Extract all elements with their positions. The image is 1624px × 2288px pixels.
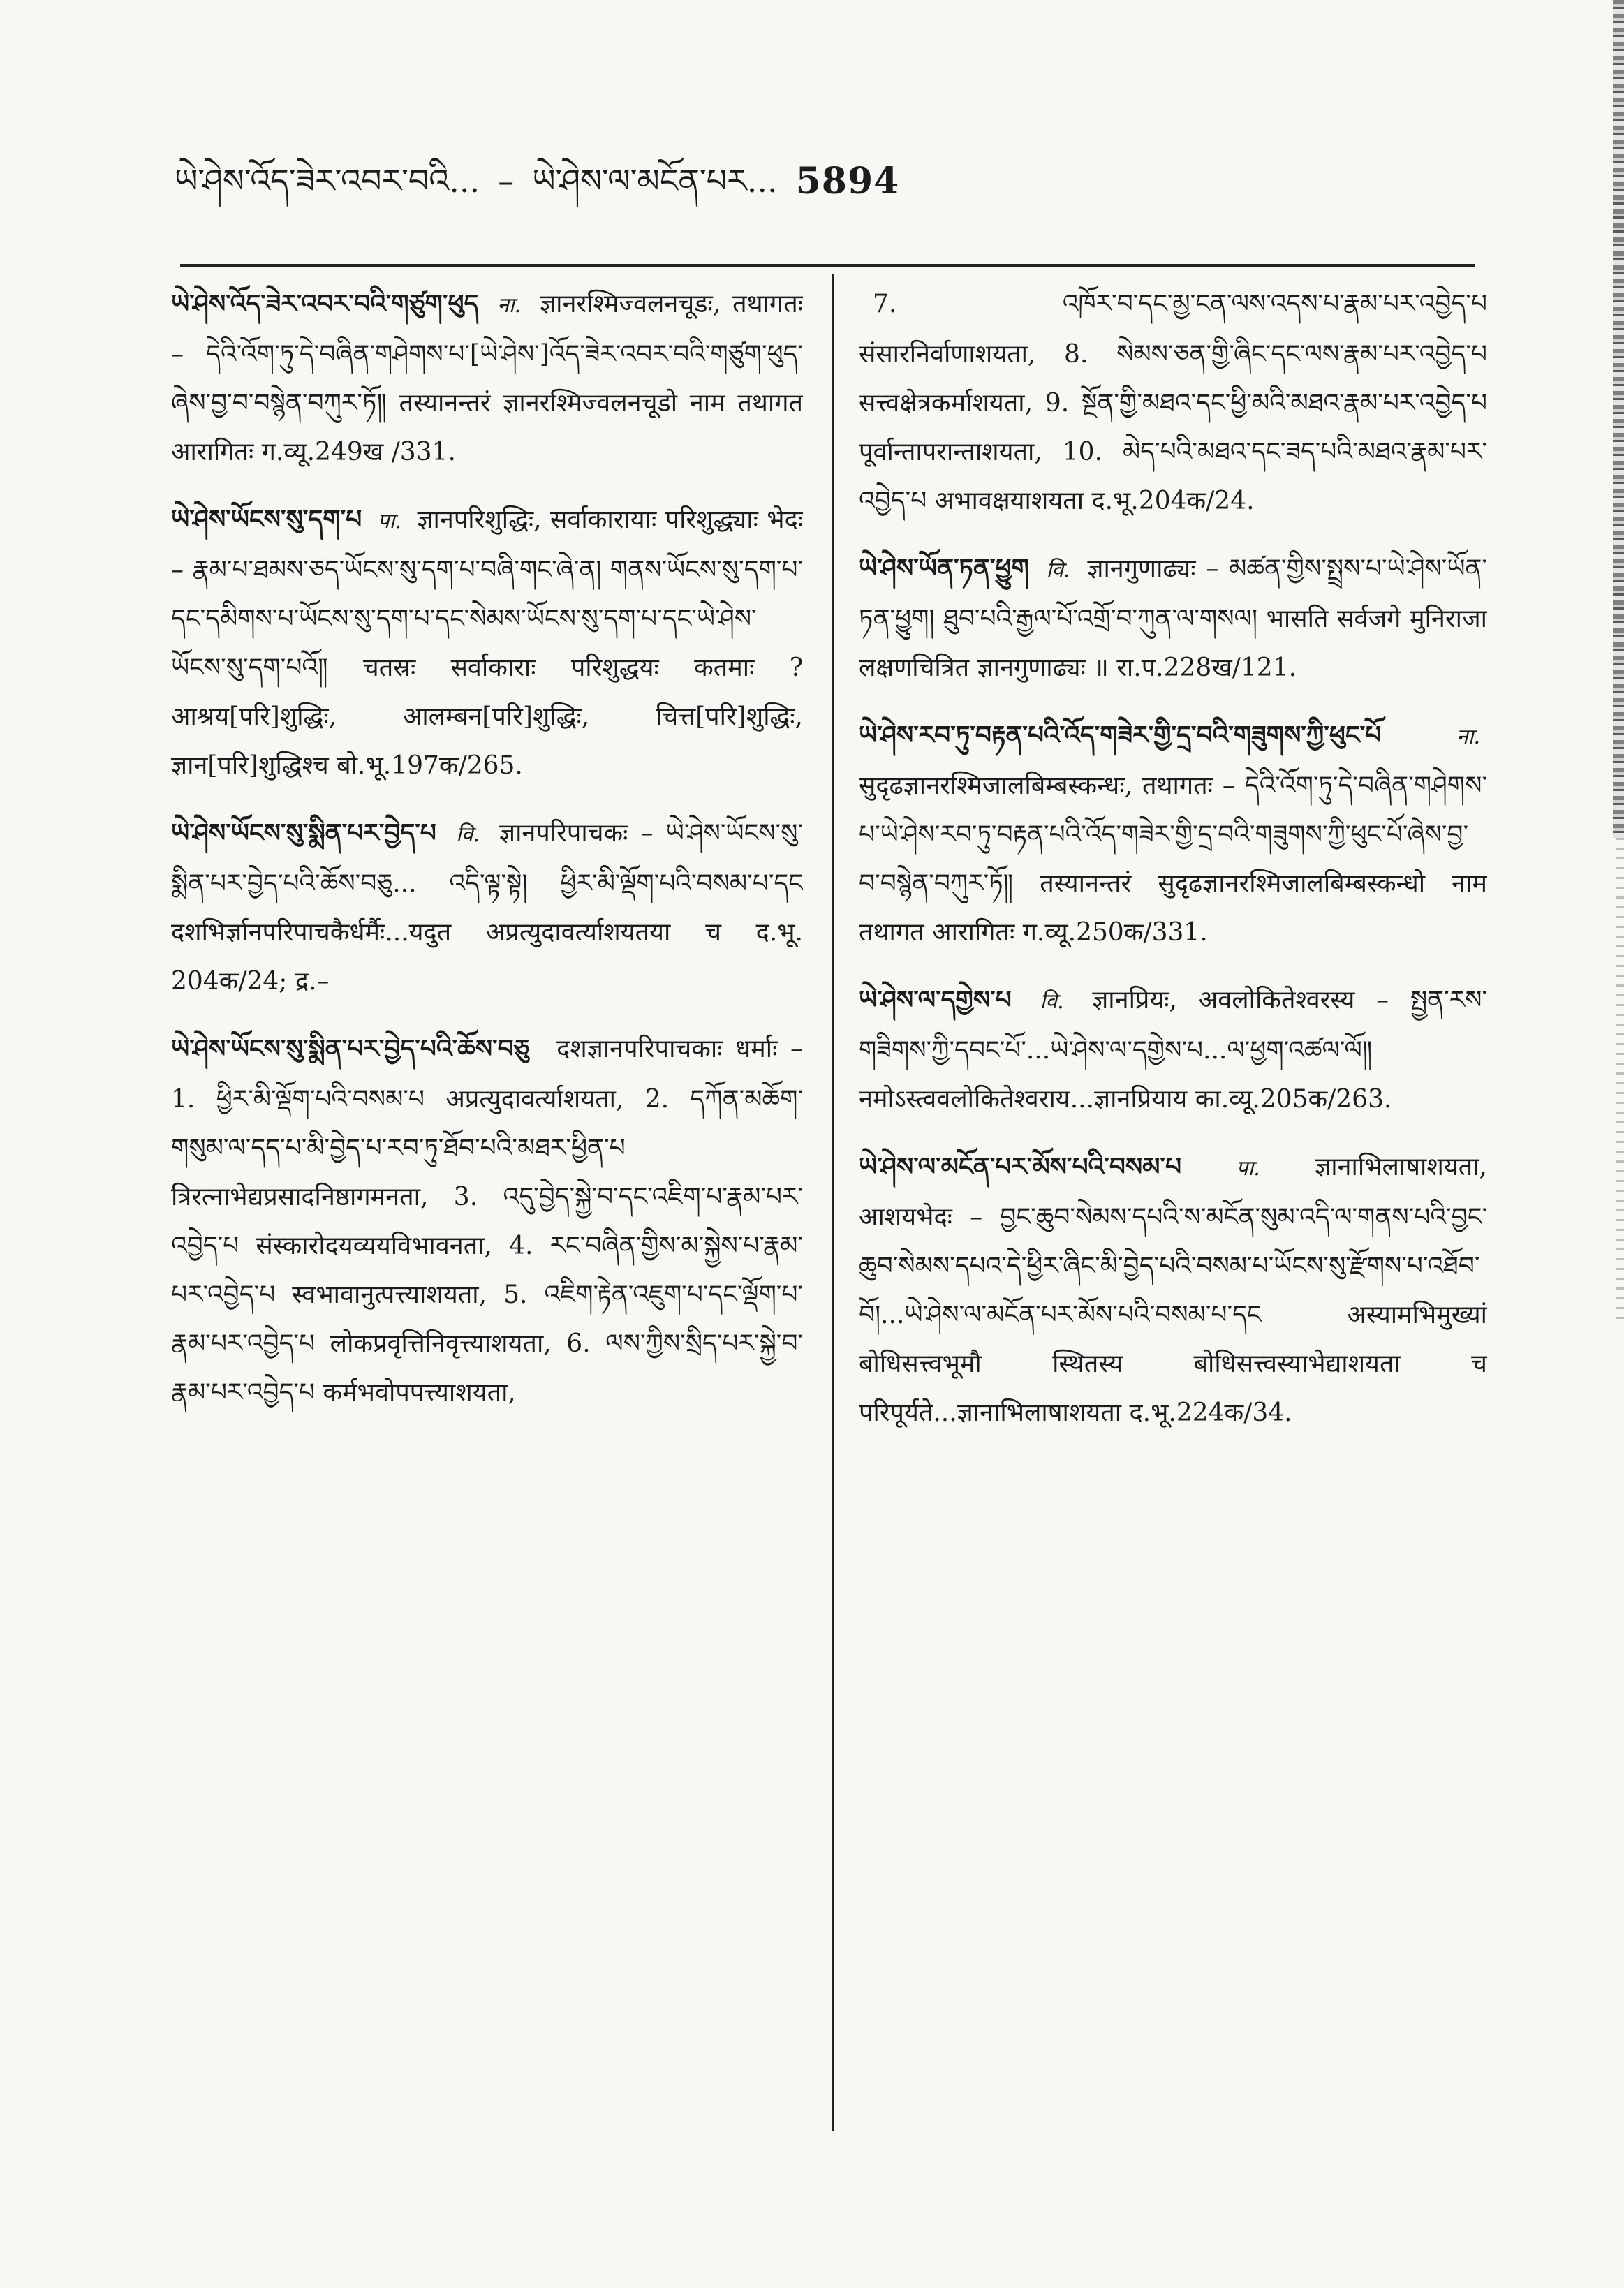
dictionary-entry [171,279,803,477]
entry-headword: ཡེ་ཤེས་ཡོན་ཏན་ཕྱུག [859,554,1029,583]
entry-body: ज्ञानपरिशुद्धिः, सर्वाकारायाः परिशुद्ध्याः भेदः – རྣམ་པ་ཐམས་ཅད་ཡོངས་སུ་དག་པ་བཞི་གང་ཞེ་ན། གནས་ཡོངས་སུ་དག་པ་དང་དམིགས་པ་ཡོངས་སུ་དག་པ་དང་སེམས་ཡོངས་སུ་དག་པ་དང་ཡེ་ཤེས་ཡོངས་སུ་དག་པའོ༎ चतस्रः सर्वाकाराः परिशुद्धयः कतमाः ? आश्रय[परि]शुद्धिः, आलम्बन[परि]शुद्धिः, चित्त[परि]शुद्धिः, ज्ञान[परि]शुद्धिश्च बो.भू.197क/265. [171,505,803,780]
entry-body: ज्ञानाभिलाषाशयता, आशयभेदः – བྱང་ཆུབ་སེམས་དཔའི་ས་མངོན་སུམ་འདི་ལ་གནས་པའི་བྱང་ཆུབ་སེམས་དཔའ་དེ་ཕྱིར་ཞིང་མི་བྱེད་པའི་བསམ་པ་ཡོངས་སུ་རྫོགས་པ་འཐོབ་བོ།...ཡེ་ཤེས་ལ་མངོན་པར་མོས་པའི་བསམ་པ་དང अस्यामभिमुख्यां बोधिसत्त्वभूमौ स्थितस्य बोधिसत्त्वस्याभेद्याशयता च परिपूर्यते...ज्ञानाभिलाषाशयता द.भू.224क/34. [859,1153,1487,1427]
header-rule [180,264,1475,267]
page-number: 5894 [795,159,900,202]
entry-headword: ཡེ་ཤེས་འོད་ཟེར་འབར་བའི་གཙུག་ཕུད [171,289,479,318]
entry-body: ज्ञानगुणाढ्यः – མཚན་གྱིས་སྤྲས་པ་ཡེ་ཤེས་ཡོན་ཏན་ཕྱུག། ཐུབ་པའི་རྒྱལ་པོ་འགྲོ་བ་ཀུན་ལ་གསལ། भासति सर्वजगे मुनिराजा लक्षणचित्रित ज्ञानगुणाढ्यः ॥ रा.प.228ख/121. [859,554,1487,682]
entry-headword: ཡེ་ཤེས་ཡོངས་སུ་དག་པ [171,505,362,534]
entry-body: सुदृढज्ञानरश्मिजालबिम्बस्कन्धः, तथागतः – དེའི་འོག་ཏུ་དེ་བཞིན་གཤེགས་པ་ཡེ་ཤེས་རབ་ཏུ་བརྟན་པའི་འོད་གཟེར་གྱི་དྲ་བའི་གཟུགས་ཀྱི་ཕུང་པོ་ཞེས་བྱ་བ་བསྙེན་བཀུར་ཏོ༎ तस्यानन्तरं सुदृढज्ञानरश्मिजालबिम्बस्कन्धो नाम तथागत आरागितः ग.व्यू.250क/331. [859,772,1487,947]
scanned-page-edge-lower [1616,838,1624,1327]
header-first-term: ཡེ་ཤེས་འོད་ཟེར་འབར་བའི... [175,162,480,200]
entry-body: ज्ञानरश्मिज्वलनचूडः, तथागतः – དེའི་འོག་ཏུ་དེ་བཞིན་གཤེགས་པ་[ཡེ་ཤེས་]འོད་ཟེར་འབར་བའི་གཙུག་ཕུད་ཞེས་བྱ་བ་བསྙེན་བཀུར་ཏོ༎ तस्यानन्तरं ज्ञानरश्मिज्वलनचूडो नाम तथागत आरागितः ग.व्यू.249ख /331. [171,290,803,466]
dictionary-entry [859,711,1487,957]
entry-category: पा. [377,509,401,533]
scanned-page-edge [1613,0,1624,838]
entry-headword: ཡེ་ཤེས་རབ་ཏུ་བརྟན་པའི་འོད་གཟེར་གྱི་དྲ་བའི་གཟུགས་ཀྱི་ཕུང་པོ [859,721,1382,750]
dictionary-entry [171,809,803,1006]
header-dash: – [498,162,515,200]
dictionary-entry [859,975,1487,1124]
entry-headword: ཡེ་ཤེས་ལ་མངོན་པར་མོས་པའི་བསམ་པ [859,1152,1182,1181]
entry-headword: ཡེ་ཤེས་ཡོངས་སུ་སྨིན་པར་བྱེད་པའི་ཆོས་བཅུ [171,1034,530,1063]
dictionary-entry [171,1024,803,1417]
entry-category: ना. [1456,725,1480,749]
entry-category: ना. [497,293,522,318]
entry-body: दशज्ञानपरिपाचकाः धर्माः – 1. ཕྱིར་མི་ལྡོག་པའི་བསམ་པ अप्रत्युदावर्त्याशयता, 2. དཀོན་མཆོག་གསུམ་ལ་དད་པ་མི་བྱེད་པ་རབ་ཏུ་ཐོབ་པའི་མཐར་ཕྱིན་པ त्रिरत्नाभेद्यप्रसादनिष्ठागमनता, 3. འདུ་བྱེད་སྐྱེ་བ་དང་འཇིག་པ་རྣམ་པར་འབྱེད་པ संस्कारोदयव्ययविभावनता, 4. རང་བཞིན་གྱིས་མ་སྐྱེས་པ་རྣམ་པར་འབྱེད་པ स्वभावानुत्पत्त्याशयता, 5. འཇིག་རྟེན་འཇུག་པ་དང་ལྡོག་པ་རྣམ་པར་འབྱེད་པ लोकप्रवृत्तिनिवृत्त्याशयता, 6. ལས་ཀྱིས་སྲིད་པར་སྐྱེ་བ་རྣམ་པར་འབྱེད་པ कर्मभवोपपत्त्याशयता, [171,1035,803,1407]
entry-body: ज्ञानपरिपाचकः – ཡེ་ཤེས་ཡོངས་སུ་སྨིན་པར་བྱེད་པའི་ཆོས་བཅུ... འདི་ལྟ་སྟེ། ཕྱིར་མི་ལྡོག་པའི་བསམ་པ་དང दशभिर्ज्ञानपरिपाचकैर्धर्मैः...यदुत अप्रत्युदावर्त्याशयतया च द.भू. 204क/24; द्र.– [171,819,803,996]
column-divider [832,274,834,2131]
dictionary-entry-continued [859,279,1487,526]
dictionary-entry [859,1142,1487,1438]
entry-headword: ཡེ་ཤེས་ལ་དགྱེས་པ [859,985,1012,1014]
running-header [175,143,1466,220]
dictionary-entry [859,544,1487,693]
entry-category: वि. [1040,989,1064,1014]
entry-headword: ཡེ་ཤེས་ཡོངས་སུ་སྨིན་པར་བྱེད་པ [171,818,436,848]
entry-body: 7. འཁོར་བ་དང་མྱ་ངན་ལས་འདས་པ་རྣམ་པར་འབྱེད་པ संसारनिर्वाणाशयता, 8. སེམས་ཅན་གྱི་ཞིང་དང་ལས་རྣམ་པར་འབྱེད་པ सत्त्वक्षेत्रकर्माशयता, 9. སྔོན་གྱི་མཐའ་དང་ཕྱི་མའི་མཐའ་རྣམ་པར་འབྱེད་པ पूर्वान्तापरान्ताशयता, 10. མེད་པའི་མཐའ་དང་ཟད་པའི་མཐའ་རྣམ་པར་འབྱེད་པ अभावक्षयाशयता द.भू.204क/24. [859,290,1487,515]
entry-category: वि. [455,822,480,847]
left-column [171,279,803,2130]
entry-category: पा. [1236,1156,1260,1181]
dictionary-entry [171,495,803,790]
entry-body: ज्ञानप्रियः, अवलोकितेश्वरस्य – སྤྱན་རས་གཟིགས་ཀྱི་དབང་པོ་...ཡེ་ཤེས་ལ་དགྱེས་པ...ལ་ཕྱག་འཚལ་ལོ༎ नमोऽस्त्ववलोकितेश्वराय...ज्ञानप्रियाय का.व्यू.205क/263. [859,986,1487,1114]
right-column [859,279,1487,2130]
entry-category: वि. [1046,558,1070,582]
header-last-term: ཡེ་ཤེས་ལ་མངོན་པར... [532,162,778,200]
